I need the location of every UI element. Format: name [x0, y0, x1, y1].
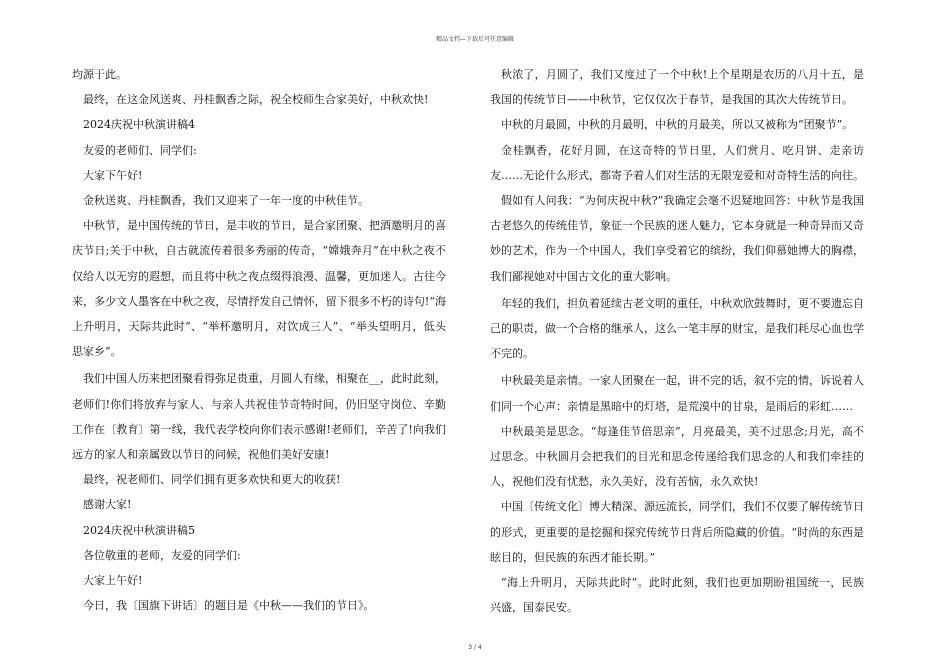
left-column: [72, 62, 446, 618]
paragraph: 我们中国人历来把团聚看得弥足贵重，月圆人有缘，相聚在__，此时此刻，老师们!你们将放弃与家人、与亲人共祝佳节奇特时间，仍旧坚守岗位、辛勤工作在〔教育〕第一线，我代表学校向你们表示感谢!老师们，辛苦了!向我们远方的家人和亲属致以节日的问候，祝他们美好安康!: [72, 372, 446, 462]
paragraph: 感谢大家!: [83, 498, 132, 512]
paragraph: 大家上午好!: [83, 574, 143, 588]
paragraph: 中秋最美是亲情。一家人团聚在一起，讲不完的话，叙不完的情，诉说着人们同一个心声：亲情是黑暗中的灯塔，是荒漠中的甘泉，是雨后的彩虹……: [490, 374, 864, 413]
paragraph: 年轻的我们，担负着延续古老文明的重任，中秋欢欣鼓舞时，更不要遗忘自己的职责，做一个合格的继承人，这么一笔丰厚的财宝，是我们耗尽心血也学不完的。: [490, 296, 864, 361]
paragraph: 各位敬重的老师，友爱的同学们:: [83, 548, 241, 562]
section-heading: 2024庆祝中秋演讲稿5: [83, 523, 195, 537]
paragraph: “海上升明月，天际共此时”。此时此刻，我们也更加期盼祖国统一，民族兴盛，国泰民安。: [490, 576, 864, 615]
paragraph: 今日，我〔国旗下讲话〕的题目是《中秋——我们的节日》。: [83, 599, 375, 613]
right-column: [490, 62, 864, 620]
paragraph: 中秋的月最圆，中秋的月最明，中秋的月最美，所以又被称为“团聚节”。: [501, 118, 854, 132]
paragraph: 最终，在这金风送爽、丹桂飘香之际，祝全校师生合家美好，中秋欢快!: [83, 93, 429, 107]
paragraph: 中秋最美是思念。“每逢佳节倍思亲”，月亮最美，美不过思念;月光，高不过思念。中秋圆月会把我们的目光和思念传递给我们思念的人和我们牵挂的人，祝他们没有忧愁，永久美好，没有苦恼，永久欢快!: [490, 424, 864, 489]
paragraph: 友爱的老师们、同学们:: [83, 143, 197, 157]
page-number: 3 / 4: [468, 644, 482, 651]
paragraph: 中国〔传统文化〕博大精深、源远流长，同学们，我们不仅要了解传统节日的形式，更重要的是挖掘和探究传统节日背后所隐藏的价值。“时尚的东西是眩目的，但民族的东西才能长期。”: [490, 500, 864, 564]
paragraph: 假如有人问我：“为何庆祝中秋?”我确定会毫不迟疑地回答：中秋节是我国古老悠久的传统佳节，象征一个民族的迷人魅力，它本身就是一种奇异而又奇妙的艺术，作为一个中国人，我们享受着它的缤纷，我们仰慕她博大的胸襟，我们鄙视她对中国古文化的重大影响。: [490, 194, 864, 283]
paragraph: 金桂飘香，花好月圆，在这奇特的节日里，人们赏月、吃月饼、走亲访友……无论什么形式，都寄予着人们对生活的无限宠爱和对奇特生活的向往。: [490, 143, 864, 182]
paragraph: 大家下午好!: [83, 168, 143, 182]
paragraph: 最终，祝老师们、同学们拥有更多欢快和更大的收获!: [83, 473, 341, 487]
paragraph: 秋浓了，月圆了，我们又度过了一个中秋!上个星期是农历的八月十五，是我国的传统节日——中秋节，它仅仅次于春节，是我国的其次大传统节日。: [490, 68, 864, 107]
section-heading: 2024庆祝中秋演讲稿4: [83, 118, 195, 132]
paragraph: 中秋节，是中国传统的节日，是丰收的节日，是合家团聚、把酒邀明月的喜庆节日;关于中秋，自古就流传着很多秀丽的传奇，“嫦娥奔月”在中秋之夜不仅给人以无穷的遐想，而且将中秋之夜点缀得浪漫、温馨，更加迷人。古往今来，多少文人墨客在中秋之夜，尽情抒发自己情怀，留下很多不朽的诗句!“海上升明月，天际共此时”、“举杯邀明月，对饮成三人”、“举头望明月，低头思家乡”。: [72, 219, 446, 359]
paragraph: 金秋送爽、丹桂飘香，我们又迎来了一年一度的中秋佳节。: [83, 194, 369, 208]
page-header: 精品文档—下载后可任意编辑: [435, 36, 514, 43]
paragraph: 均源于此。: [72, 68, 127, 81]
